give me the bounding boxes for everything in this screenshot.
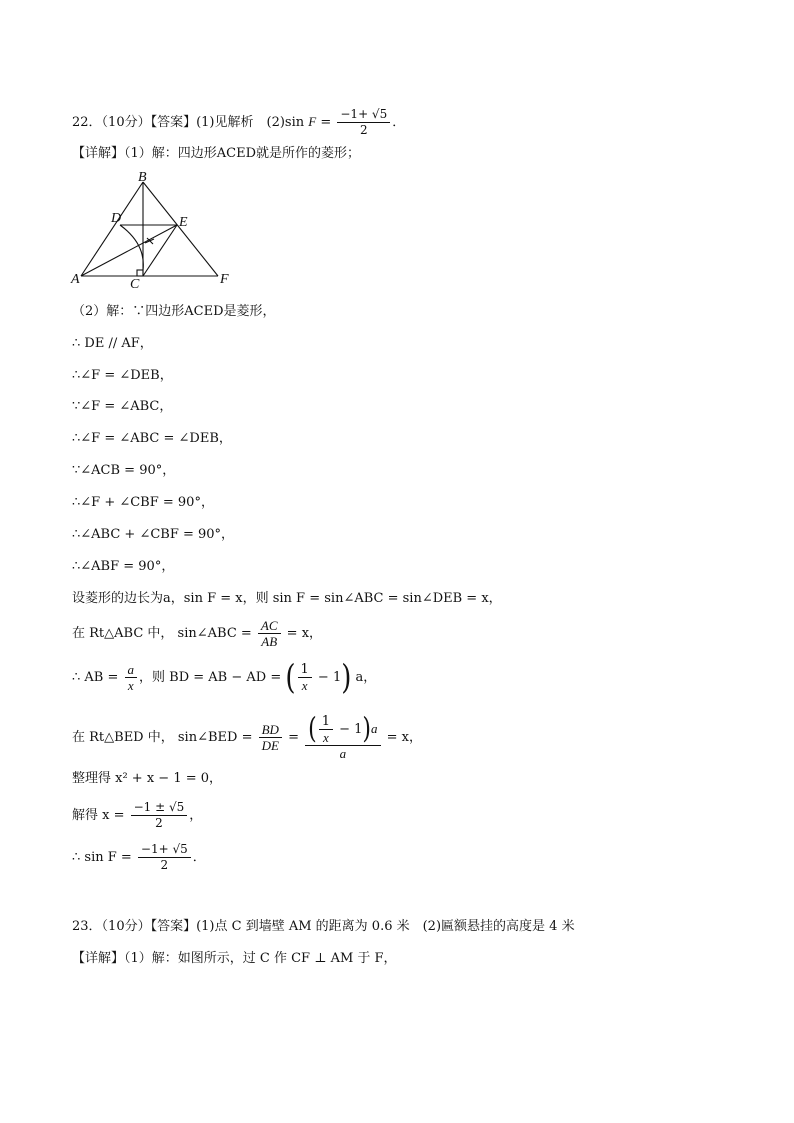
final-line <box>72 842 206 873</box>
rt-bed-prefix: 在 Rt△BED 中， sin∠BED = <box>72 730 257 745</box>
proof-step <box>72 430 232 448</box>
proof-step <box>72 526 234 544</box>
segment-ab <box>81 182 143 276</box>
rt-abc-fraction <box>258 618 281 649</box>
rt-bed-suffix: = x， <box>382 730 423 745</box>
rt-bed-fraction <box>259 722 282 753</box>
set-side-line <box>72 590 502 608</box>
final-fraction <box>138 842 191 873</box>
solve-line <box>72 800 202 831</box>
q22-header-eq: = <box>316 115 336 130</box>
proof-step <box>72 462 175 480</box>
step-text: ∴∠F + ∠CBF = 90°， <box>72 495 214 510</box>
step-text: ∴∠F = ∠DEB， <box>72 368 173 383</box>
fraction-numerator: 1 <box>319 714 333 730</box>
inner-rest: − 1 <box>334 722 363 737</box>
fraction-numerator: AC <box>258 618 281 634</box>
rhombus-construction-figure <box>68 170 248 290</box>
rt-bed-line <box>72 714 422 761</box>
label-c: C <box>130 277 140 290</box>
fraction-numerator: −1+ √5 <box>337 107 390 123</box>
fraction-denominator: x <box>301 678 308 693</box>
ab-prefix: ∴ AB = <box>72 670 123 685</box>
rt-abc-line <box>72 618 322 649</box>
step-text: ∴∠ABF = 90°， <box>72 559 175 574</box>
proof-step <box>72 335 153 353</box>
proof-step <box>72 558 174 576</box>
simplify-text: 整理得 x² + x − 1 = 0， <box>72 771 223 786</box>
final-prefix: ∴ sin F = <box>72 850 136 865</box>
proof-step <box>72 398 172 416</box>
q22-header-text: 22．（10分）【答案】(1)见解析 (2)sin <box>72 115 309 130</box>
left-paren: ( <box>308 712 317 746</box>
fraction-denominator: 2 <box>359 123 368 137</box>
solve-fraction <box>131 800 188 831</box>
q23-header-text: 23．（10分）【答案】(1)点 C 到墙壁 AM 的距离为 0.6 米 (2)匾额悬挂的高度是 4 米 <box>72 919 575 934</box>
fraction-denominator: AB <box>261 634 278 649</box>
simplify-line <box>72 770 222 788</box>
ab-fraction <box>125 662 138 693</box>
q22-header-end: ． <box>392 115 406 130</box>
part2-text: （2）解：∵四边形ACED是菱形， <box>72 304 276 319</box>
fraction-numerator: 1 <box>298 662 312 678</box>
fraction-denominator: a <box>339 746 347 761</box>
step-text: ∴ DE // AF， <box>72 336 153 351</box>
fraction-denominator: x <box>127 678 134 693</box>
q23-answer-header <box>72 918 575 936</box>
right-paren: ) <box>362 712 372 746</box>
fraction-denominator: 2 <box>160 858 169 872</box>
left-paren: ( <box>285 658 296 697</box>
fraction-numerator: a <box>125 662 138 678</box>
solve-suffix: ， <box>189 808 203 823</box>
inner-fraction <box>319 714 333 745</box>
fraction-numerator: −1 ± √5 <box>131 800 188 816</box>
final-suffix: ． <box>192 850 206 865</box>
rt-bed-eq: = <box>283 730 304 745</box>
label-a: A <box>71 272 80 287</box>
proof-step <box>72 367 173 385</box>
label-b: B <box>138 170 147 185</box>
right-angle-marker <box>137 270 143 276</box>
step-text: ∴∠F = ∠ABC = ∠DEB， <box>72 431 232 446</box>
step-text: ∴∠ABC + ∠CBF = 90°， <box>72 527 235 542</box>
fraction-denominator: x <box>322 730 329 745</box>
ab-line <box>72 658 377 697</box>
fraction-numerator: −1+ √5 <box>138 842 191 858</box>
q23-detail-text: 【详解】（1）解：如图所示，过 C 作 CF ⊥ AM 于 F， <box>72 951 397 966</box>
ab-suffix: a， <box>351 670 377 685</box>
q22-header-fraction <box>337 107 390 138</box>
solve-prefix: 解得 x = <box>72 808 129 823</box>
numerator-a: a <box>371 721 378 736</box>
fraction-denominator: 2 <box>155 816 163 830</box>
ab-mid: ，则 BD = AB − AD = <box>139 670 286 685</box>
rt-bed-big-fraction <box>305 714 380 761</box>
step-text: ∵∠ACB = 90°， <box>72 463 176 478</box>
label-d: D <box>111 211 122 226</box>
q23-detail <box>72 950 397 968</box>
fraction-numerator: BD <box>259 722 282 738</box>
segment-ce <box>143 225 177 276</box>
right-paren: ) <box>341 658 352 697</box>
fraction-denominator: DE <box>261 738 279 753</box>
proof-step <box>72 494 214 512</box>
rt-abc-suffix: = x， <box>282 626 323 641</box>
q22-detail-1 <box>72 145 360 163</box>
step-text: ∵∠F = ∠ABC， <box>72 399 173 414</box>
set-side-text: 设菱形的边长为a，sin F = x，则 sin F = sin∠ABC = sin∠DEB = x， <box>72 591 502 606</box>
label-e: E <box>179 215 188 230</box>
q22-header-var: F <box>308 114 317 129</box>
detail-text: 【详解】（1）解：四边形ACED就是所作的菱形； <box>72 146 361 161</box>
construction-arc <box>120 225 143 270</box>
label-f: F <box>220 272 229 287</box>
rt-abc-prefix: 在 Rt△ABC 中， sin∠ABC = <box>72 626 256 641</box>
q22-part2 <box>72 303 276 321</box>
fraction-numerator <box>305 714 380 746</box>
ab-inner-fraction <box>298 662 312 693</box>
q22-answer-header <box>72 107 405 138</box>
ab-inner-rest: − 1 <box>313 670 342 685</box>
